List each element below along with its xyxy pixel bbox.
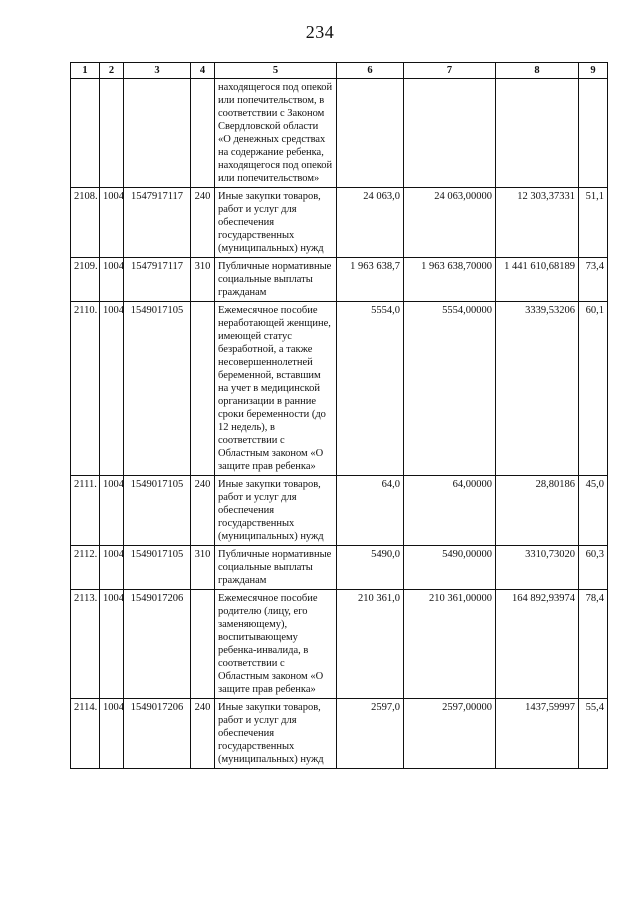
expense-type-cell bbox=[191, 302, 215, 476]
executed-cell bbox=[496, 79, 579, 188]
executed-cell: 28,80186 bbox=[496, 476, 579, 546]
adjusted-cell: 2597,00000 bbox=[404, 699, 496, 769]
article-cell: 1547917117 bbox=[124, 258, 191, 302]
plan-cell: 24 063,0 bbox=[337, 188, 404, 258]
expense-type-cell: 240 bbox=[191, 476, 215, 546]
column-header: 7 bbox=[404, 63, 496, 79]
table-row bbox=[71, 79, 608, 188]
row-number-cell: 2112. bbox=[71, 546, 100, 590]
budget-table bbox=[70, 62, 608, 769]
percent-cell: 60,3 bbox=[579, 546, 608, 590]
column-header: 9 bbox=[579, 63, 608, 79]
section-cell: 1004 bbox=[100, 699, 124, 769]
adjusted-cell: 210 361,00000 bbox=[404, 590, 496, 699]
plan-cell: 64,0 bbox=[337, 476, 404, 546]
expense-type-cell: 240 bbox=[191, 188, 215, 258]
row-number-cell: 2111. bbox=[71, 476, 100, 546]
article-cell: 1549017206 bbox=[124, 590, 191, 699]
expense-type-cell: 310 bbox=[191, 546, 215, 590]
description-cell: Публичные нормативные социальные выплаты гражданам bbox=[215, 258, 337, 302]
article-cell: 1549017206 bbox=[124, 699, 191, 769]
description-cell: Иные закупки товаров, работ и услуг для обеспечения государственных (муниципальных) нужд bbox=[215, 476, 337, 546]
percent-cell: 60,1 bbox=[579, 302, 608, 476]
column-header: 3 bbox=[124, 63, 191, 79]
section-cell bbox=[100, 79, 124, 188]
section-cell: 1004 bbox=[100, 546, 124, 590]
article-cell: 1547917117 bbox=[124, 188, 191, 258]
table-row bbox=[71, 699, 608, 769]
percent-cell: 55,4 bbox=[579, 699, 608, 769]
expense-type-cell bbox=[191, 590, 215, 699]
article-cell: 1549017105 bbox=[124, 476, 191, 546]
article-cell: 1549017105 bbox=[124, 302, 191, 476]
description-cell: Иные закупки товаров, работ и услуг для обеспечения государственных (муниципальных) нужд bbox=[215, 699, 337, 769]
row-number-cell: 2108. bbox=[71, 188, 100, 258]
expense-type-cell bbox=[191, 79, 215, 188]
description-cell: находящегося под опекой или попечительством, в соответствии с Законом Свердловской области «О денежных средствах на содержание ребенка, находящегося под опекой или попечительством» bbox=[215, 79, 337, 188]
section-cell: 1004 bbox=[100, 590, 124, 699]
row-number-cell: 2114. bbox=[71, 699, 100, 769]
column-header: 5 bbox=[215, 63, 337, 79]
percent-cell: 45,0 bbox=[579, 476, 608, 546]
percent-cell: 78,4 bbox=[579, 590, 608, 699]
percent-cell: 73,4 bbox=[579, 258, 608, 302]
adjusted-cell bbox=[404, 79, 496, 188]
plan-cell: 2597,0 bbox=[337, 699, 404, 769]
column-header: 6 bbox=[337, 63, 404, 79]
plan-cell: 5554,0 bbox=[337, 302, 404, 476]
expense-type-cell: 310 bbox=[191, 258, 215, 302]
article-cell bbox=[124, 79, 191, 188]
percent-cell: 51,1 bbox=[579, 188, 608, 258]
column-header: 4 bbox=[191, 63, 215, 79]
column-header: 2 bbox=[100, 63, 124, 79]
section-cell: 1004 bbox=[100, 302, 124, 476]
article-cell: 1549017105 bbox=[124, 546, 191, 590]
description-cell: Ежемесячное пособие родителю (лицу, его заменяющему), воспитывающему ребенка-инвалида, в соответствии с Областным законом «О защите прав ребенка» bbox=[215, 590, 337, 699]
adjusted-cell: 64,00000 bbox=[404, 476, 496, 546]
executed-cell: 1 441 610,68189 bbox=[496, 258, 579, 302]
column-header: 1 bbox=[71, 63, 100, 79]
description-cell: Публичные нормативные социальные выплаты гражданам bbox=[215, 546, 337, 590]
adjusted-cell: 24 063,00000 bbox=[404, 188, 496, 258]
plan-cell: 5490,0 bbox=[337, 546, 404, 590]
adjusted-cell: 5554,00000 bbox=[404, 302, 496, 476]
section-cell: 1004 bbox=[100, 476, 124, 546]
column-header: 8 bbox=[496, 63, 579, 79]
table-row bbox=[71, 188, 608, 258]
page-number: 234 bbox=[305, 22, 335, 42]
executed-cell: 1437,59997 bbox=[496, 699, 579, 769]
row-number-cell: 2113. bbox=[71, 590, 100, 699]
percent-cell bbox=[579, 79, 608, 188]
plan-cell bbox=[337, 79, 404, 188]
section-cell: 1004 bbox=[100, 188, 124, 258]
plan-cell: 210 361,0 bbox=[337, 590, 404, 699]
plan-cell: 1 963 638,7 bbox=[337, 258, 404, 302]
adjusted-cell: 5490,00000 bbox=[404, 546, 496, 590]
row-number-cell: 2110. bbox=[71, 302, 100, 476]
executed-cell: 12 303,37331 bbox=[496, 188, 579, 258]
table-row bbox=[71, 590, 608, 699]
description-cell: Иные закупки товаров, работ и услуг для обеспечения государственных (муниципальных) нужд bbox=[215, 188, 337, 258]
executed-cell: 3310,73020 bbox=[496, 546, 579, 590]
table-row bbox=[71, 302, 608, 476]
executed-cell: 164 892,93974 bbox=[496, 590, 579, 699]
section-cell: 1004 bbox=[100, 258, 124, 302]
table-row bbox=[71, 476, 608, 546]
row-number-cell: 2109. bbox=[71, 258, 100, 302]
table-header-row bbox=[71, 63, 608, 79]
description-cell: Ежемесячное пособие неработающей женщине, имеющей статус безработной, а также несовершеннолетней беременной, вставшим на учет в медицинской организации в ранние сроки беременности (до 12 недель), в соответствии с Областным законом «О защите прав ребенка» bbox=[215, 302, 337, 476]
table-row bbox=[71, 258, 608, 302]
table-row bbox=[71, 546, 608, 590]
executed-cell: 3339,53206 bbox=[496, 302, 579, 476]
expense-type-cell: 240 bbox=[191, 699, 215, 769]
adjusted-cell: 1 963 638,70000 bbox=[404, 258, 496, 302]
row-number-cell bbox=[71, 79, 100, 188]
